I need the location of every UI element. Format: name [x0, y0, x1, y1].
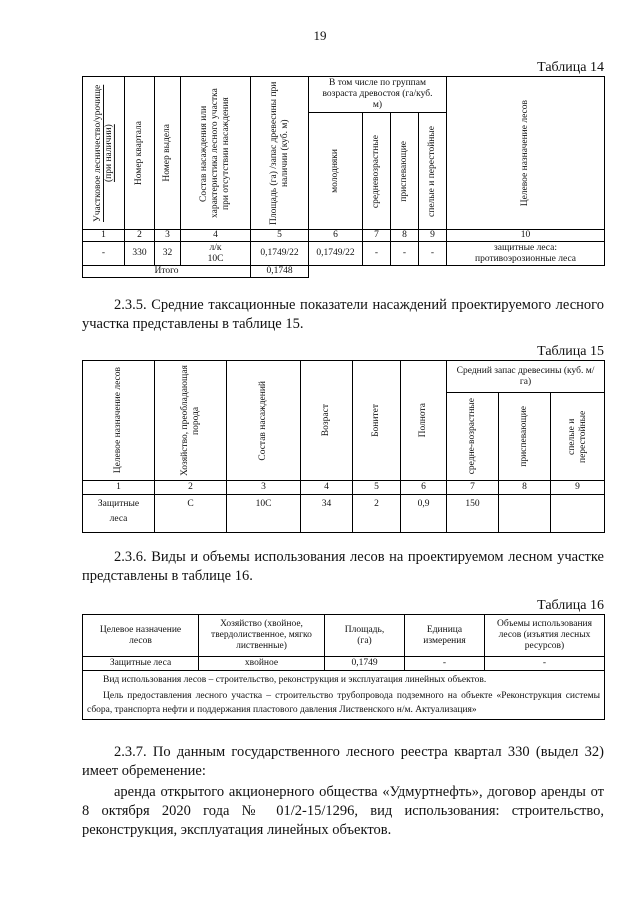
t15-h-ripening: приспевающие: [499, 393, 551, 481]
t15-number-row: 1 2 3 4 5 6 7 8 9: [83, 481, 605, 495]
t14-h-composition: Состав насаждения или характеристика лесного участка при отсутствии насаждения: [181, 77, 251, 230]
t14-h-middle-aged: средневозрастные: [363, 113, 391, 230]
t16-note-row: [83, 671, 605, 720]
table15: [82, 360, 605, 533]
t15-h-composition: Состав насаждений: [227, 361, 301, 481]
t15-h-density: Полнота: [401, 361, 447, 481]
table16: [82, 614, 605, 720]
t16-header-row: Целевое назначение лесов Хозяйство (хвойное, твердолиственное, мягко лиственные) Площадь, (га) Единица измерения Объемы использования лесов (изъятия лесных ресурсов): [83, 615, 605, 657]
paragraph-2-3-6: 2.3.6. Виды и объемы использования лесов на проектируемом лесном участке представлены в таблице 16.: [82, 549, 604, 584]
t14-number-row: 1 2 3 4 5 6 7 8 9 10: [83, 230, 605, 242]
paragraph-2-3-7: 2.3.7. По данным государственного лесного реестра квартал 330 (выдел 32) имеет обременение:: [82, 744, 604, 779]
t15-h-bonitet: Бонитет: [353, 361, 401, 481]
t15-h-stock: Средний запас древесины (куб. м/га): [447, 361, 605, 393]
paragraph-2-3-5: 2.3.5. Средние таксационные показатели насаждений проектируемого лесного участка представлены в таблице 15.: [82, 297, 604, 332]
t15-h-species: Хозяйство, преобладающая порода: [155, 361, 227, 481]
t16-data-row: Защитные леса хвойное 0,1749 - -: [83, 657, 605, 671]
t15-h-middle-aged: средне-возрастные: [447, 393, 499, 481]
t15-h-age: Возраст: [301, 361, 353, 481]
t15-h-purpose: Целевое назначение лесов: [83, 361, 155, 481]
t14-total-row: Итого 0,1748: [83, 266, 605, 278]
t14-h-mature: спелые и перестойные: [419, 113, 447, 230]
t14-h-purpose: Целевое назначение лесов: [447, 77, 605, 230]
t15-data-row: Защитные леса С 10С 34 2 0,9 150: [83, 495, 605, 533]
page-number: 19: [313, 28, 327, 43]
t14-h-age-groups: В том числе по группам возраста древостоя (га/куб. м): [309, 77, 447, 113]
table14-caption: Таблица 14: [537, 60, 604, 75]
t16-note-usage: Вид использования лесов – строительство, реконструкция и эксплуатация линейных объектов.: [103, 675, 487, 685]
table15-caption: Таблица 15: [537, 344, 604, 359]
t14-h-plot: Номер выдела: [155, 77, 181, 230]
t14-h-area: Площадь (га) /запас древесины при наличии (куб. м): [251, 77, 309, 230]
t14-data-row: - 330 32 л/к 10С 0,1749/22 0,1749/22 - - - защитные леса: противоэрозионные леса: [83, 242, 605, 266]
t15-h-mature: спелые и перестойные: [551, 393, 605, 481]
t14-h-quarter: Номер квартала: [125, 77, 155, 230]
t14-h-ripening: приспевающие: [391, 113, 419, 230]
t14-h-forestry: Участковое лесничество/урочище (при наличии): [83, 77, 125, 230]
table16-caption: Таблица 16: [537, 598, 604, 613]
t16-note-purpose: Цель предоставления лесного участка – строительство трубопровода подземного на объекте «Реконструкция системы сбора, транспорта нефти и поддержания пластового давления Лиственского н/м. Актуализация»: [87, 691, 600, 715]
table14: [82, 76, 605, 278]
paragraph-lease: аренда открытого акционерного общества «Удмуртнефть», договор аренды от 8 октября 2020 года № 01/2-15/1296, вид использования: строительство, реконструкция, эксплуатация линейных объектов.: [82, 784, 604, 838]
t14-h-young: молодняки: [309, 113, 363, 230]
